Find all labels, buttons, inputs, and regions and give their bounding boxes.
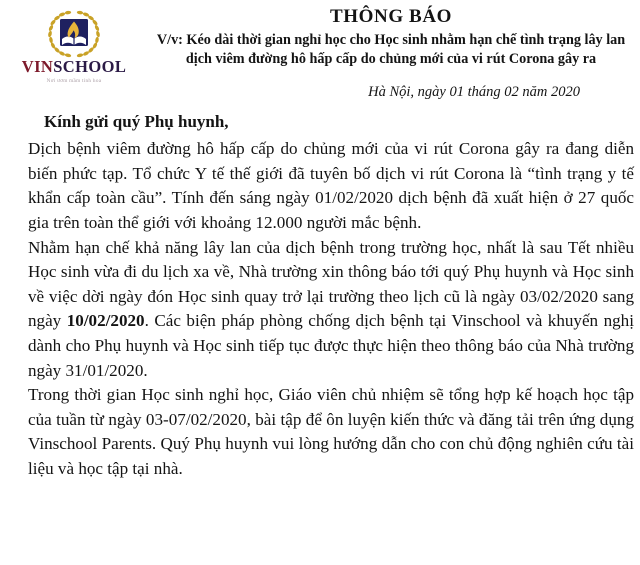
- vinschool-logo: [0, 4, 148, 84]
- paragraph-2-part-2: . Các biện pháp phòng chống dịch bệnh tại Vinschool và khuyến nghị dành cho Phụ huynh và Học sinh tiếp tục được thực hiện theo thông báo của Nhà trường ngày 31/01/2020.: [28, 311, 634, 380]
- logo-tagline: Nơi ươm mầm tinh hoa: [46, 77, 102, 84]
- document-header: [0, 0, 640, 84]
- logo-wordmark: [22, 59, 126, 76]
- paragraph-2: [28, 236, 634, 384]
- laurel-wreath-book-flame-icon: [42, 8, 106, 58]
- logo-wordmark-vin: VIN: [21, 57, 54, 76]
- logo-wordmark-school: SCHOOL: [53, 57, 127, 76]
- paragraph-2-highlighted-date: 10/02/2020: [66, 311, 145, 331]
- paragraph-2-part-1: Nhằm hạn chế khả năng lây lan của dịch bệnh trong trường học, nhất là sau Tết nhiều Học sinh vừa đi du lịch xa về, Nhà trường xin thông báo tới quý Phụ huynh và Học sinh về việc dời ngày đón Học sinh quay trở lại trường theo lịch cũ là ngày 03/02/2020 sang ngày: [28, 237, 634, 331]
- salutation: Kính gửi quý Phụ huynh,: [44, 112, 229, 131]
- document-subtitle: [148, 31, 634, 68]
- paragraph-1: Dịch bệnh viêm đường hô hấp cấp do chủng mới của vi rút Corona gây ra đang diễn biến phức tạp. Tổ chức Y tế thế giới đã tuyên bố dịch vi rút Corona là “tình trạng y tế khẩn cấp toàn cầu”. Tính đến sáng ngày 01/02/2020 dịch bệnh đã xuất hiện ở 27 quốc gia trên toàn thể giới với khoảng 12.000 người mắc bệnh.: [28, 139, 634, 232]
- subtitle-line-1: V/v: Kéo dài thời gian nghỉ học cho Học sinh nhằm hạn chế tình trạng lây lan: [156, 31, 626, 48]
- document-body: [0, 111, 640, 482]
- paragraph-3: Trong thời gian Học sinh nghỉ học, Giáo viên chủ nhiệm sẽ tổng hợp kế hoạch học tập của tuần từ ngày 03-07/02/2020, bài tập để ôn luyện kiến thức và đăng tải trên ứng dụng Vinschool Parents. Quý Phụ huynh vui lòng hướng dẫn cho con chủ động nghiên cứu tài liệu và học tập tại nhà.: [28, 385, 634, 479]
- title-block: [148, 4, 640, 68]
- subtitle-line-2: dịch viêm đường hô hấp cấp do chủng mới của vi rút Corona gây ra: [185, 50, 597, 67]
- page-title: THÔNG BÁO: [329, 6, 453, 27]
- date-line: Hà Nội, ngày 01 tháng 02 năm 2020: [368, 84, 580, 100]
